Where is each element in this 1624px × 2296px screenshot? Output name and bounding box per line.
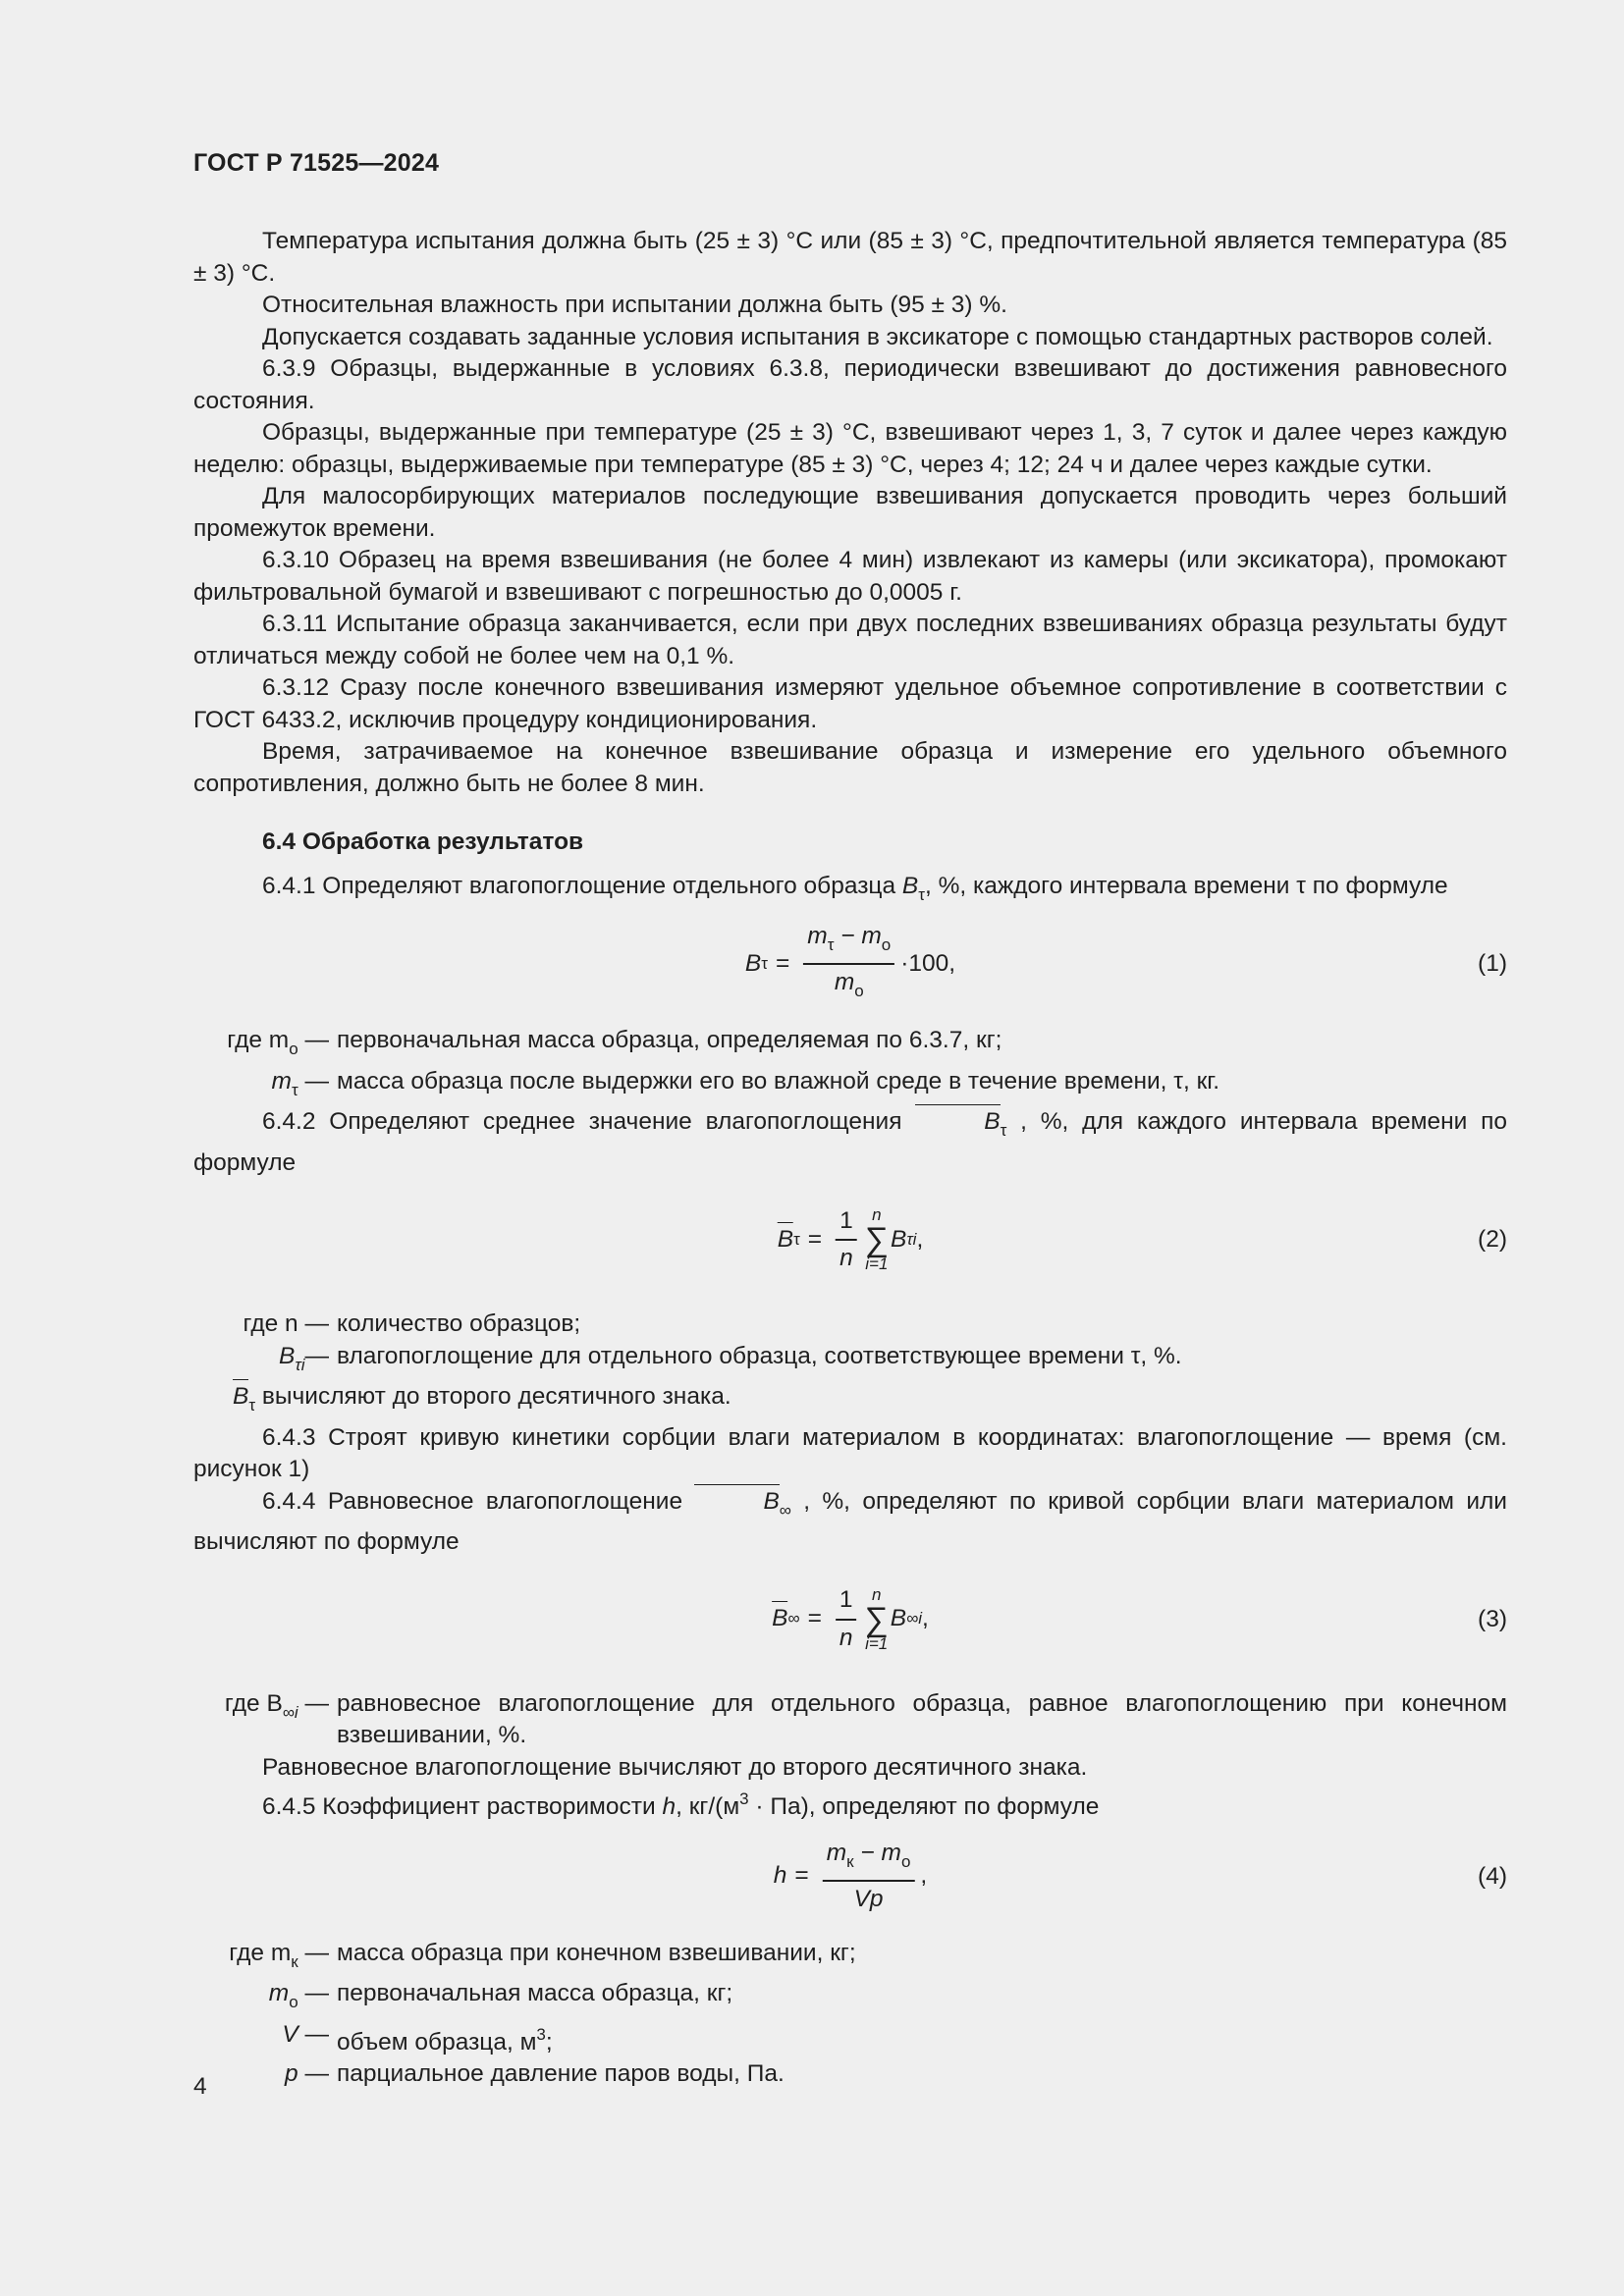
paragraph: 6.3.11 Испытание образца заканчивается, если при двух последних взвешиваниях образца результаты будут отличаться между собой не более чем на 0,1 %. [193, 611, 1507, 669]
note-2: $B_\tau$ вычисляют до второго десятичного знака. [233, 1383, 731, 1415]
paragraph-6-4-3: 6.4.3 Строят кривую кинетики сорбции влаги материалом в координатах: влагопоглощение — время (см. рисунок 1) [193, 1423, 1507, 1482]
paragraph: 6.3.10 Образец на время взвешивания (не более 4 мин) извлекают из камеры (или эксикатора), промокают фильтровальной бумагой и взвешивают с погрешностью до 0,0005 г. [193, 547, 1507, 606]
page-number: 4 [193, 2073, 207, 2100]
formula-number: (4) [1478, 1862, 1507, 1890]
formula-number: (3) [1478, 1605, 1507, 1632]
formula-3: B ∞ = $\frac{1}{n}$ n ∑ i=1 B ∞i , (3) [772, 1584, 1507, 1653]
formula-4: h = $\frac{m_к - m_о}{Vp}$ , (4) [773, 1839, 1507, 1912]
formula-number: (2) [1478, 1225, 1507, 1253]
paragraph-6-4-2: 6.4.2 Определяют среднее значение влагопоглощения $B_\tau$ , %, для каждого интервала времени по формуле [193, 1108, 1507, 1176]
paragraph: Температура испытания должна быть (25 ± 3) °С или (85 ± 3) °С, предпочтительной является температура (85 ± 3) °С. [193, 228, 1507, 287]
where-list-4: где $m_к$ — масса образца при конечном взвешивании, кг; $m_о$ — первоначальная масса образца, кг; V — объем образца, $м^3$; p — парциальное давление паров воды, Па. [229, 1939, 856, 2087]
formula-2: B τ = $\frac{1}{n}$ n ∑ i=1 B τi , (2) [777, 1205, 1507, 1273]
paragraph: 6.3.9 Образцы, выдержанные в условиях 6.3.8, периодически взвешивают до достижения равновесного состояния. [193, 355, 1507, 414]
where-list-2: где n — количество образцов; $B_{\tau i}—$ влагопоглощение для отдельного образца, соответствующее времени τ, %. [243, 1310, 1182, 1374]
note-3: Равновесное влагопоглощение вычисляют до второго десятичного знака. [262, 1753, 1088, 1781]
paragraph: Допускается создавать заданные условия испытания в эксикаторе с помощью стандартных растворов солей. [262, 323, 1493, 350]
where-list-3: где $B_{\infty i}$ — равновесное влагопоглощение для отдельного образца, равное влагопоглощению при конечном взвешивании, %. [224, 1689, 1507, 1748]
formula-number: (1) [1478, 949, 1507, 977]
document-header: ГОСТ Р 71525—2024 [193, 149, 440, 177]
document-body [193, 226, 1507, 2091]
paragraph: Относительная влажность при испытании должна быть (95 ± 3) %. [262, 292, 1007, 318]
formula-1: B τ = $\frac{m_\tau - m_о}{m_о}$ ·100, (1) [744, 922, 1507, 1000]
section-title: 6.4 Обработка результатов [262, 828, 584, 855]
paragraph: Для малосорбирующих материалов последующие взвешивания допускается проводить через больший промежуток времени. [193, 483, 1507, 542]
where-list-1: где $m_о$ — первоначальная масса образца, определяемая по 6.3.7, кг; $m_\tau$ — масса образца после выдержки его во влажной среде в течение времени, τ, кг. [227, 1027, 1220, 1099]
paragraph: Образцы, выдержанные при температуре (25 ± 3) °С, взвешивают через 1, 3, 7 суток и далее через каждую неделю: образцы, выдерживаемые при температуре (85 ± 3) °С, через 4; 12; 24 ч и далее через каждые сутки. [193, 419, 1507, 478]
paragraph: 6.3.12 Сразу после конечного взвешивания измеряют удельное объемное сопротивление в соответствии с ГОСТ 6433.2, исключив процедуру кондиционирования. [193, 674, 1507, 733]
paragraph-6-4-5: 6.4.5 Коэффициент растворимости h, $кг/(м^3 \cdot Па)$, определяют по формуле [262, 1789, 1100, 1820]
paragraph-6-4-4: 6.4.4 Равновесное влагопоглощение $B_\infty$ , %, определяют по кривой сорбции влаги материалом или вычисляют по формуле [193, 1487, 1507, 1555]
paragraph-6-4-1: 6.4.1 Определяют влагопоглощение отдельного образца $B_\tau$, %, каждого интервала времени τ по формуле [262, 872, 1448, 904]
paragraph: Время, затрачиваемое на конечное взвешивание образца и измерение его удельного объемного сопротивления, должно быть не более 8 мин. [193, 738, 1507, 797]
